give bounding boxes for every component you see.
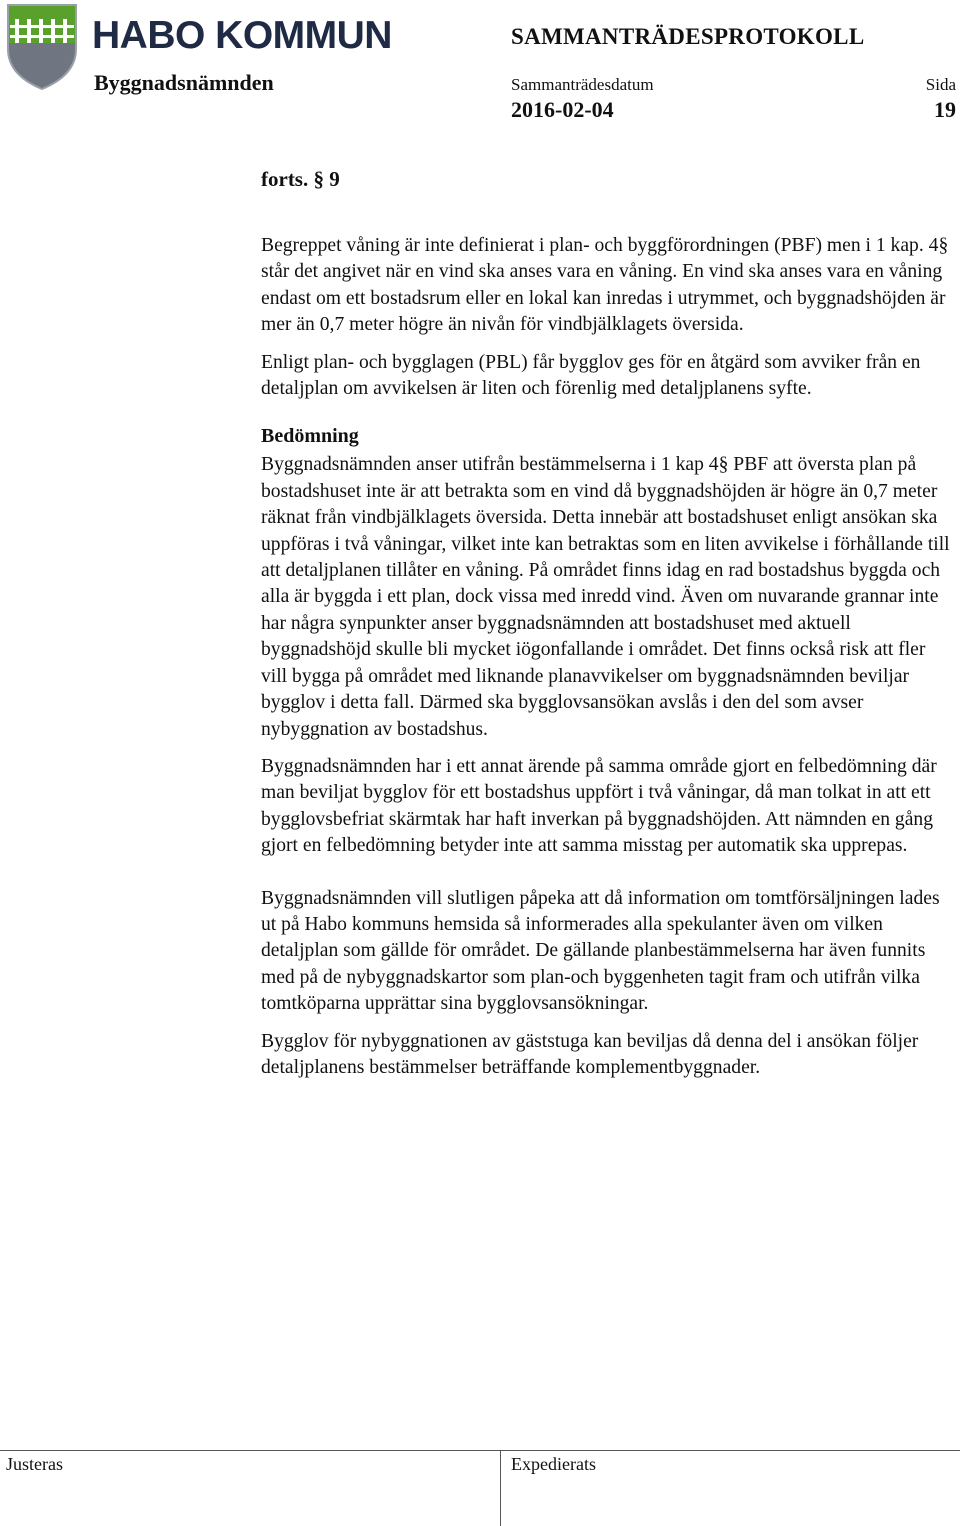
adjusted-label: Justeras bbox=[6, 1454, 63, 1474]
page-footer bbox=[0, 1450, 960, 1526]
page-number-label: Sida bbox=[925, 75, 956, 94]
assessment-heading: Bedömning bbox=[261, 425, 359, 448]
paragraph-definition: Begreppet våning är inte definierat i plan- och byggförordningen (PBF) men i 1 kap. 4§ står det angivet när en vind ska anses vara en våning. En vind ska anses vara en våning endast om ett bostadsrum eller en lokal kan inredas i utrymmet, och byggnadshöjden är mer än 0,7 meter högre än nivån för vindbjälklagets översida. bbox=[261, 235, 949, 336]
page-header bbox=[0, 0, 960, 130]
shield-bottom bbox=[6, 43, 78, 91]
document-type-title: SAMMANTRÄDESPROTOKOLL bbox=[511, 24, 865, 49]
footer-divider bbox=[500, 1450, 501, 1526]
footer-top-rule bbox=[0, 1450, 960, 1451]
habo-shield-logo-icon bbox=[6, 3, 78, 91]
document-body bbox=[261, 165, 956, 1092]
section-reference: forts. § 9 bbox=[261, 167, 340, 191]
page-number-value: 19 bbox=[934, 97, 956, 122]
municipality-name: HABO KOMMUN bbox=[92, 14, 392, 57]
paragraph-plot-sale: Byggnadsnämnden vill slutligen påpeka att då information om tomtförsäljningen lades ut på Habo kommuns hemsida så informerades alla spekulanter även om vilken detaljplan som gällde för området. De gällande planbestämmelserna har även funnits med på de nybyggnadskartor som plan-och byggenheten tagit fram och utifrån vilka tomtköparna upprättar sina bygglovsansökningar. bbox=[261, 887, 940, 1015]
paragraph-guesthouse: Bygglov för nybyggnationen av gäststuga kan beviljas då denna del i ansökan följer detaljplanens bestämmelser beträffande komplementbyggnader. bbox=[261, 1030, 919, 1078]
meeting-date-label: Sammanträdesdatum bbox=[511, 75, 654, 94]
committee-name: Byggnadsnämnden bbox=[94, 70, 274, 95]
meeting-date-value: 2016-02-04 bbox=[511, 97, 614, 122]
paragraph-misjudgement: Byggnadsnämnden har i ett annat ärende på samma område gjort en felbedömning där man beviljat bygglov för ett bostadshus uppfört i två våningar, då man tolkat in att ett bygglovsbefriat skärmtak har haft inverkan på byggnadshöjden. Att nämnden en gång gjort en felbedömning betyder inte att samma misstag per automatik ska upprepas. bbox=[261, 755, 937, 857]
paragraph-assessment: Byggnadsnämnden anser utifrån bestämmelserna i 1 kap 4§ PBF att översta plan på bostadshuset inte är att betrakta som en vind då byggnadshöjden är högre än 0,7 meter räknat från vindbjälklagets översida. Detta innebär att bostadshuset enligt ansökan ska uppföras i två våningar, vilket inte kan betraktas som en liten avvikelse i förhållande till att detaljplanen tillåter en våning. På området finns idag en rad bostadshus byggda och alla är byggda i ett plan, dock vissa med inredd vind. Även om nuvarande grannar inte har några synpunkter anser byggnadsnämnden att bostadshuset med aktuell byggnadshöjd skulle bli mycket iögonfallande i området. Det finns också risk att fler vill bygga på området med liknande planavvikelser om byggnadsnämnden beviljar bygglov i detta fall. Därmed ska bygglovsansökan avslås i den del som avser nybyggnation av bostadshus. bbox=[261, 454, 950, 740]
dispatched-label: Expedierats bbox=[511, 1454, 596, 1474]
paragraph-pbl: Enligt plan- och bygglagen (PBL) får bygglov ges för en åtgärd som avviker från en detaljplan om avvikelsen är liten och förenlig med detaljplanens syfte. bbox=[261, 351, 921, 400]
